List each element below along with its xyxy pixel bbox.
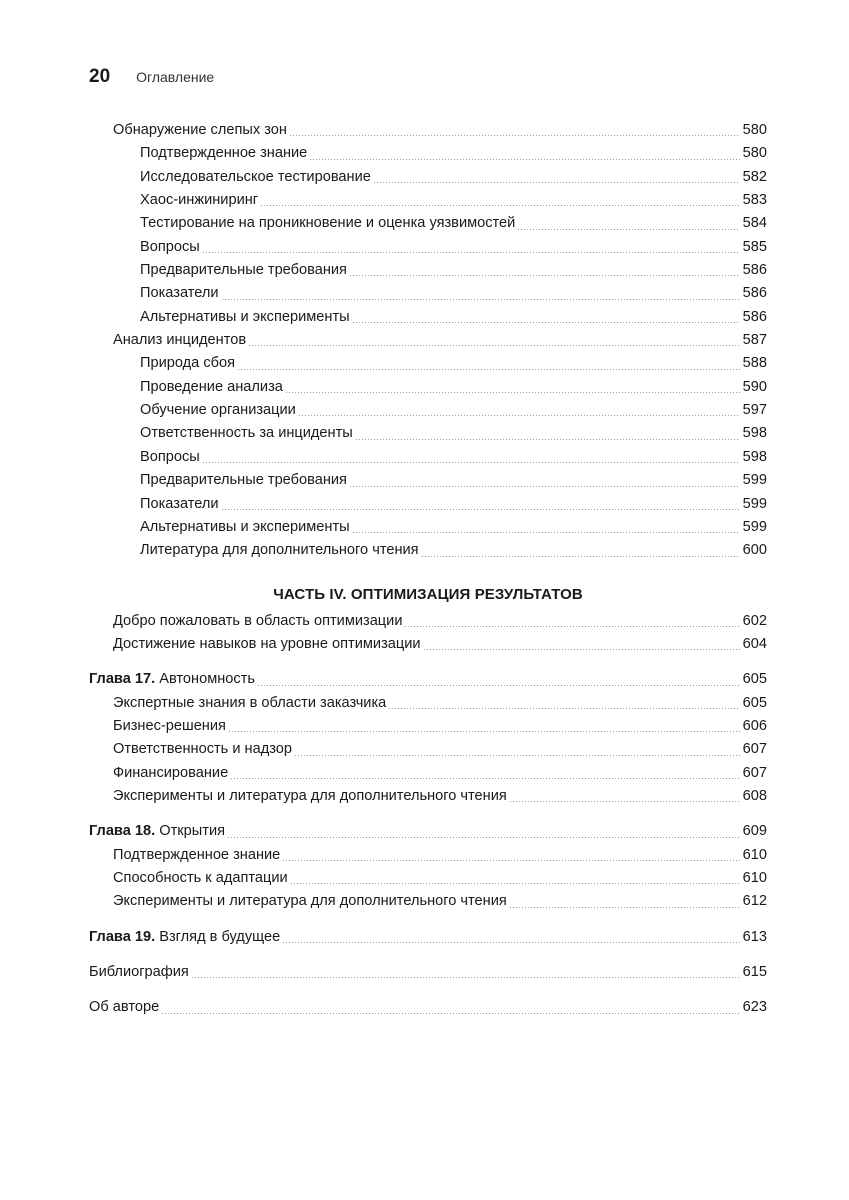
toc-chapter-18-sections — [89, 844, 767, 914]
dot-leader — [282, 942, 739, 943]
chapter-label: Глава 17. — [89, 671, 156, 688]
dot-leader — [352, 532, 740, 533]
entry-title: Обнаружение слепых зон — [113, 122, 287, 138]
toc-entry[interactable] — [89, 890, 767, 913]
dot-leader — [404, 626, 739, 627]
dot-leader — [517, 229, 739, 230]
dot-leader — [423, 649, 740, 650]
entry-title: Показатели — [140, 495, 219, 512]
toc-bibliography[interactable] — [89, 961, 767, 984]
chapter-title: Автономность — [159, 671, 256, 688]
page-ref: 605 — [742, 671, 767, 688]
toc-entry[interactable] — [89, 516, 767, 539]
toc-chapter-17-sections — [89, 692, 767, 809]
toc-entry[interactable] — [89, 762, 767, 785]
entry-title: Природа сбоя — [140, 355, 236, 372]
entry-title: Анализ инцидентов — [113, 332, 247, 349]
entry-title: Вопросы — [140, 448, 200, 465]
dot-leader — [352, 322, 740, 323]
page-ref: 583 — [742, 192, 767, 209]
dot-leader — [285, 392, 740, 393]
dot-leader — [509, 907, 740, 908]
dot-leader — [349, 275, 740, 276]
toc-entry[interactable] — [89, 844, 767, 867]
toc-entry[interactable] — [89, 446, 767, 469]
page-ref: 605 — [742, 694, 767, 711]
dot-leader — [228, 731, 740, 732]
page-ref: 585 — [742, 238, 767, 255]
entry-title: Достижение навыков на уровне оптимизации — [113, 635, 421, 652]
page-ref: 597 — [742, 402, 767, 419]
toc-entry[interactable] — [89, 189, 767, 212]
running-title: Оглавление — [136, 69, 215, 85]
part-title: ЧАСТЬ IV. ОПТИМИЗАЦИЯ РЕЗУЛЬТАТОВ — [273, 585, 583, 603]
page-ref: 586 — [742, 285, 767, 302]
dot-leader — [373, 182, 740, 183]
dot-leader — [282, 860, 739, 861]
dot-leader — [161, 1013, 739, 1014]
page-ref: 604 — [742, 635, 767, 652]
page-ref: 602 — [742, 612, 767, 629]
dot-leader — [509, 801, 740, 802]
page-ref: 586 — [742, 262, 767, 279]
toc-entry[interactable] — [89, 539, 767, 562]
entry-title: Обучение организации — [140, 402, 296, 419]
toc-entry[interactable] — [89, 867, 767, 890]
entry-title: Предварительные требования — [140, 262, 347, 279]
page-ref: 610 — [742, 846, 767, 863]
page-ref: 588 — [742, 355, 767, 372]
toc-entry[interactable] — [89, 306, 767, 329]
entry-title: Об авторе — [89, 999, 160, 1016]
dot-leader — [227, 837, 740, 838]
entry-title: Подтвержденное знание — [140, 145, 308, 162]
entry-title: Ответственность и надзор — [113, 741, 292, 758]
dot-leader — [202, 462, 740, 463]
page-ref: 599 — [742, 518, 767, 535]
entry-title: Проведение анализа — [140, 378, 283, 395]
dot-leader — [290, 883, 740, 884]
entry-title: Исследовательское тестирование — [140, 168, 371, 185]
table-of-contents — [89, 119, 767, 1020]
dot-leader — [248, 345, 740, 346]
toc-entry[interactable] — [89, 166, 767, 189]
toc-chapter-17[interactable] — [89, 668, 767, 691]
entry-title: Подтвержденное знание — [113, 846, 281, 863]
entry-title: Показатели — [140, 285, 219, 302]
page-ref: 587 — [742, 332, 767, 349]
page-ref: 580 — [742, 122, 767, 138]
entry-title: Экспертные знания в области заказчика — [113, 694, 387, 711]
chapter-title: Взгляд в будущее — [159, 928, 281, 945]
entry-title: Предварительные требования — [140, 472, 347, 489]
page-number: 20 — [89, 66, 111, 87]
dot-leader — [355, 439, 740, 440]
page-ref: 599 — [742, 472, 767, 489]
entry-title: Хаос-инжиниринг — [140, 192, 259, 209]
page-ref: 607 — [742, 741, 767, 758]
chapter-title: Открытия — [159, 823, 225, 840]
toc-entry[interactable] — [89, 236, 767, 259]
page-ref: 607 — [742, 764, 767, 781]
page-ref: 623 — [742, 999, 767, 1016]
toc-entry[interactable] — [89, 352, 767, 375]
page-ref: 584 — [742, 215, 767, 232]
toc-entry[interactable] — [89, 329, 767, 352]
toc-entry[interactable] — [89, 715, 767, 738]
dot-leader — [221, 299, 740, 300]
page-ref: 580 — [742, 145, 767, 162]
dot-leader — [230, 778, 739, 779]
entry-title: Способность к адаптации — [113, 869, 288, 886]
dot-leader — [221, 509, 740, 510]
page-ref: 606 — [742, 717, 767, 734]
dot-leader — [421, 556, 740, 557]
chapter-label: Глава 18. — [89, 823, 156, 840]
page-ref: 582 — [742, 168, 767, 185]
entry-title: Ответственность за инциденты — [140, 425, 353, 442]
chapter-label: Глава 19. — [89, 928, 156, 945]
toc-entry[interactable] — [89, 493, 767, 516]
toc-entry[interactable] — [89, 119, 767, 142]
toc-entry[interactable] — [89, 399, 767, 422]
page-ref: 612 — [742, 893, 767, 910]
page-ref: 615 — [742, 964, 767, 980]
page-ref: 609 — [742, 823, 767, 840]
dot-leader — [309, 159, 739, 160]
toc-entry[interactable] — [89, 633, 767, 656]
entry-title: Тестирование на проникновение и оценка уязвимостей — [140, 215, 516, 232]
toc-entry[interactable] — [89, 610, 767, 633]
page-ref: 600 — [742, 542, 767, 559]
toc-entry[interactable] — [89, 212, 767, 235]
dot-leader — [298, 415, 740, 416]
toc-entry[interactable] — [89, 692, 767, 715]
page-ref: 598 — [742, 448, 767, 465]
dot-leader — [349, 486, 740, 487]
page-ref: 599 — [742, 495, 767, 512]
page-ref: 586 — [742, 308, 767, 325]
entry-title: Эксперименты и литература для дополнительного чтения — [113, 893, 507, 910]
dot-leader — [257, 685, 740, 686]
toc-entry[interactable] — [89, 422, 767, 445]
page-header — [89, 66, 214, 90]
entry-title: Вопросы — [140, 238, 200, 255]
entry-title: Добро пожаловать в область оптимизации — [113, 612, 403, 629]
dot-leader — [237, 369, 740, 370]
entry-title: Финансирование — [113, 764, 229, 781]
entry-title: Альтернативы и эксперименты — [140, 518, 350, 535]
toc-entry[interactable] — [89, 142, 767, 165]
toc-entry[interactable] — [89, 376, 767, 399]
entry-title: Альтернативы и эксперименты — [140, 308, 350, 325]
toc-chapter-19[interactable] — [89, 926, 767, 949]
toc-entry[interactable] — [89, 785, 767, 808]
page-ref: 590 — [742, 378, 767, 395]
page-ref: 608 — [742, 787, 767, 804]
dot-leader — [202, 252, 740, 253]
dot-leader — [289, 135, 740, 136]
toc-entry[interactable] — [89, 259, 767, 282]
dot-leader — [191, 977, 740, 978]
page-ref: 613 — [742, 928, 767, 945]
page-ref: 610 — [742, 869, 767, 886]
dot-leader — [294, 755, 740, 756]
toc-about-author[interactable] — [89, 996, 767, 1019]
entry-title: Эксперименты и литература для дополнительного чтения — [113, 787, 507, 804]
toc-entry[interactable] — [89, 469, 767, 492]
page-ref: 598 — [742, 425, 767, 442]
entry-title: Библиография — [89, 964, 189, 980]
entry-title: Литература для дополнительного чтения — [140, 542, 419, 559]
toc-block-part4-intro — [89, 610, 767, 657]
toc-entry[interactable] — [89, 282, 767, 305]
dot-leader — [388, 708, 739, 709]
toc-block-part3-tail — [89, 119, 767, 563]
entry-title: Бизнес-решения — [113, 717, 226, 734]
toc-chapter-18[interactable] — [89, 820, 767, 843]
dot-leader — [260, 205, 740, 206]
toc-entry[interactable] — [89, 738, 767, 761]
